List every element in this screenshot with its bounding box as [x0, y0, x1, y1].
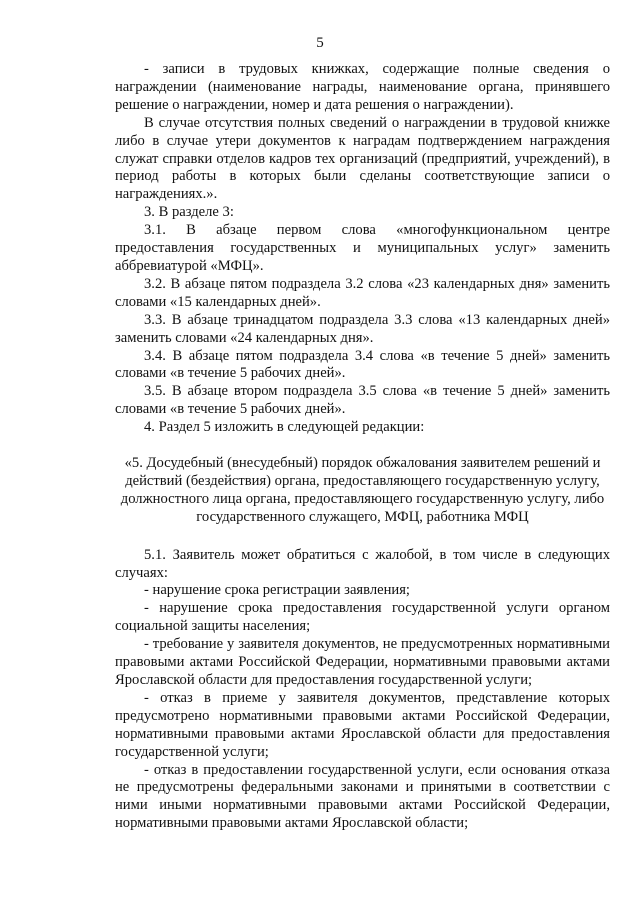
- paragraph-section-3: 3. В разделе 3:: [144, 204, 234, 221]
- list-item-refusal-service: - отказ в предоставлении государственной услуги, если основания отказа не предусмотрены федеральными законами и принятыми в соответствии с ними иными нормативными правовыми актами Российской Федерации, нормативными правовыми актами Ярославской области;: [115, 761, 610, 832]
- paragraph-section-5-intro: 4. Раздел 5 изложить в следующей редакции:: [144, 419, 425, 436]
- paragraph-3-2: 3.2. В абзаце пятом подраздела 3.2 слова «23 календарных дня» заменить словами «15 календарных дней».: [115, 275, 610, 310]
- paragraph-absence-of-info: В случае отсутствия полных сведений о награждении в трудовой книжке либо в случае утери документов к наградам подтверждением награждения служат справки отделов кадров тех организаций (предприятий, учреждений), в период работы в которых были сделаны соответствующие записи о награждениях.».: [115, 114, 610, 203]
- paragraph-3-1: 3.1. В абзаце первом слова «многофункциональном центре предоставления государственных и муниципальных услуг» заменить аббревиатурой «МФЦ».: [115, 222, 610, 274]
- paragraph-3-5: 3.5. В абзаце втором подраздела 3.5 слова «в течение 5 дней» заменить словами «в течение 5 рабочих дней».: [115, 383, 610, 418]
- paragraph-3-4: 3.4. В абзаце пятом подраздела 3.4 слова «в течение 5 дней» заменить словами «в течение 5 рабочих дней».: [115, 347, 610, 382]
- list-item-refusal-acceptance: - отказ в приеме у заявителя документов, представление которых предусмотрено нормативными правовыми актами Российской Федерации, нормативными правовыми актами Ярославской области для предоставления государственной услуги;: [115, 689, 610, 760]
- list-item-document-requirement: - требование у заявителя документов, не предусмотренных нормативными правовыми актами Российской Федерации, нормативными правовыми актами Ярославской области для предоставления государственной услуги;: [115, 636, 610, 688]
- paragraph-3-3: 3.3. В абзаце тринадцатом подраздела 3.3 слова «13 календарных дней» заменить словами «24 календарных дня».: [115, 311, 610, 346]
- spacer: [115, 527, 610, 547]
- paragraph-5-1: 5.1. Заявитель может обратиться с жалобой, в том числе в следующих случаях:: [115, 546, 610, 581]
- section-5-heading: «5. Досудебный (внесудебный) порядок обжалования заявителем решений и действий (бездействия) органа, предоставляющего государственную услугу, должностного лица органа, предоставляющего государственную услугу, либо государственного служащего, МФЦ, работника МФЦ: [120, 455, 605, 525]
- page-number: 5: [316, 35, 324, 51]
- document-body: [115, 61, 610, 833]
- list-item-registration-deadline: - нарушение срока регистрации заявления;: [144, 582, 410, 599]
- paragraph-records-in-work-books: - записи в трудовых книжках, содержащие полные сведения о награждении (наименование награды, наименование органа, принявшего решение о награждении, номер и дата решения о награждении).: [115, 61, 610, 113]
- list-item-service-deadline: - нарушение срока предоставления государственной услуги органом социальной защиты населения;: [115, 600, 610, 635]
